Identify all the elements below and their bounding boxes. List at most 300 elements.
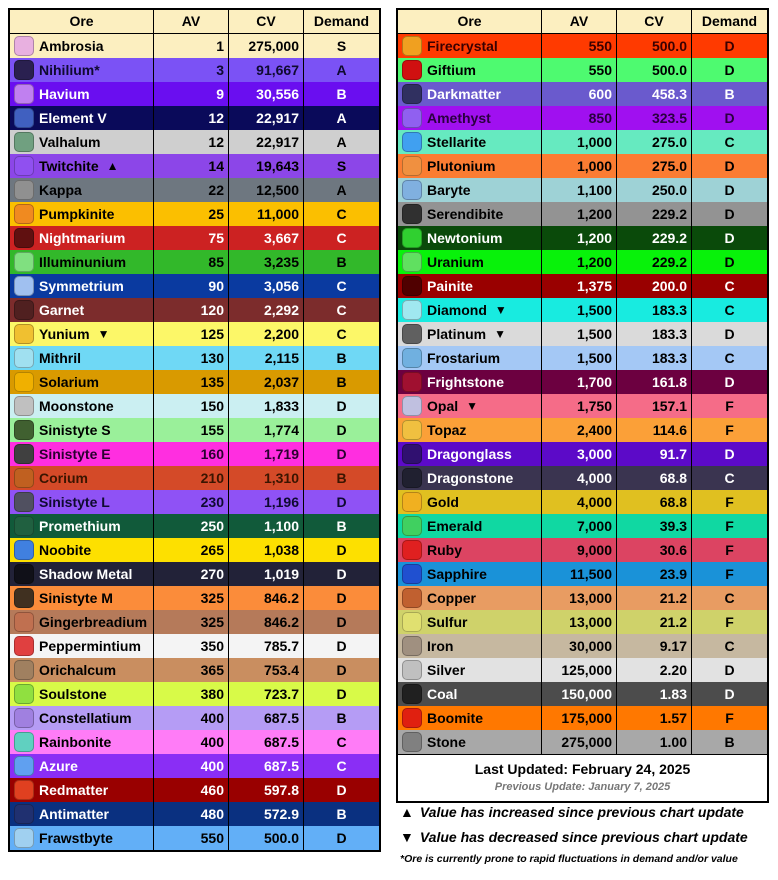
ore-icon [402, 732, 422, 752]
table-row [398, 202, 767, 226]
ore-cell [10, 634, 154, 658]
ore-cell [398, 202, 542, 226]
ore-icon [14, 276, 34, 296]
ore-name: Sinistyte M [39, 590, 113, 606]
ore-icon [14, 228, 34, 248]
av-cell: 2,400 [542, 418, 617, 442]
av-cell: 270 [154, 562, 229, 586]
av-cell: 1,375 [542, 274, 617, 298]
ore-cell [398, 490, 542, 514]
table-row [10, 418, 379, 442]
ore-icon [14, 396, 34, 416]
av-cell: 1,000 [542, 154, 617, 178]
ore-cell [10, 562, 154, 586]
ore-cell [10, 418, 154, 442]
ore-name: Amethyst [427, 110, 491, 126]
ore-icon [14, 252, 34, 272]
cv-cell: 91,667 [229, 58, 304, 82]
ore-cell [10, 178, 154, 202]
ore-icon [402, 108, 422, 128]
legend-decrease [400, 829, 748, 845]
demand-cell: D [724, 110, 735, 126]
demand-cell: D [724, 254, 735, 270]
ore-cell [10, 106, 154, 130]
ore-name: Sinistyte S [39, 422, 111, 438]
cv-cell: 200.0 [617, 274, 692, 298]
ore-icon [402, 612, 422, 632]
ore-name: Coal [427, 686, 458, 702]
demand-cell: C [336, 230, 347, 246]
table-row [10, 490, 379, 514]
av-cell: 7,000 [542, 514, 617, 538]
table-row [398, 538, 767, 562]
trend-arrow-icon: ▼ [494, 327, 507, 341]
table-row [398, 394, 767, 418]
ore-icon [14, 780, 34, 800]
ore-cell [10, 442, 154, 466]
ore-icon [402, 636, 422, 656]
table-row [10, 754, 379, 778]
ore-cell [398, 610, 542, 634]
ore-icon [14, 540, 34, 560]
ore-name: Gold [427, 494, 459, 510]
av-cell: 12 [154, 106, 229, 130]
demand-cell: C [724, 590, 735, 606]
ore-cell [10, 130, 154, 154]
demand-cell: D [724, 230, 735, 246]
ore-icon [14, 420, 34, 440]
table-row [10, 442, 379, 466]
cv-cell: 275.0 [617, 154, 692, 178]
table-row [398, 82, 767, 106]
table-row [398, 178, 767, 202]
av-cell: 125 [154, 322, 229, 346]
header-cv: CV [229, 10, 304, 33]
av-cell: 400 [154, 730, 229, 754]
demand-cell: D [336, 398, 347, 414]
ore-cell [398, 730, 542, 754]
av-cell: 460 [154, 778, 229, 802]
ore-icon [402, 228, 422, 248]
av-cell: 4,000 [542, 466, 617, 490]
demand-cell: D [336, 590, 347, 606]
ore-icon [402, 156, 422, 176]
av-cell: 22 [154, 178, 229, 202]
ore-name: Stone [427, 734, 466, 750]
ore-value-table-left [8, 8, 381, 852]
ore-cell [10, 250, 154, 274]
table-row [10, 394, 379, 418]
ore-cell [398, 682, 542, 706]
av-cell: 9,000 [542, 538, 617, 562]
ore-icon [402, 348, 422, 368]
table-row [398, 106, 767, 130]
ore-name: Frostarium [427, 350, 501, 366]
ore-name: Element V [39, 110, 107, 126]
ore-cell [398, 394, 542, 418]
ore-name: Dragonglass [427, 446, 512, 462]
ore-icon [402, 540, 422, 560]
ore-icon [14, 564, 34, 584]
cv-cell: 183.3 [617, 346, 692, 370]
demand-cell: D [724, 662, 735, 678]
ore-cell [10, 226, 154, 250]
ore-icon [402, 396, 422, 416]
av-cell: 13,000 [542, 610, 617, 634]
table-row [398, 706, 767, 730]
demand-cell: D [336, 662, 347, 678]
table-row [10, 370, 379, 394]
demand-cell: D [724, 326, 735, 342]
av-cell: 550 [542, 58, 617, 82]
demand-cell: D [336, 638, 347, 654]
av-cell: 350 [154, 634, 229, 658]
ore-cell [10, 346, 154, 370]
ore-cell [398, 466, 542, 490]
ore-name: Symmetrium [39, 278, 124, 294]
cv-cell: 500.0 [229, 826, 304, 850]
ore-icon [14, 516, 34, 536]
table-row [398, 442, 767, 466]
table-row [10, 586, 379, 610]
ore-name: Sulfur [427, 614, 468, 630]
demand-cell: B [336, 374, 347, 390]
cv-cell: 687.5 [229, 706, 304, 730]
av-cell: 1,200 [542, 202, 617, 226]
av-cell: 480 [154, 802, 229, 826]
table-row [398, 130, 767, 154]
table-row [398, 586, 767, 610]
ore-name: Redmatter [39, 782, 109, 798]
demand-cell: A [336, 134, 347, 150]
cv-cell: 458.3 [617, 82, 692, 106]
ore-icon [402, 684, 422, 704]
table-row [10, 562, 379, 586]
ore-cell [398, 514, 542, 538]
ore-icon [402, 252, 422, 272]
demand-cell: F [725, 494, 734, 510]
cv-cell: 157.1 [617, 394, 692, 418]
av-cell: 325 [154, 610, 229, 634]
cv-cell: 687.5 [229, 730, 304, 754]
av-cell: 600 [542, 82, 617, 106]
cv-cell: 11,000 [229, 202, 304, 226]
ore-name: Frawstbyte [39, 830, 113, 846]
demand-cell: D [724, 374, 735, 390]
cv-cell: 1,833 [229, 394, 304, 418]
last-updated: Last Updated: February 24, 2025 [474, 761, 691, 777]
table-row [10, 610, 379, 634]
ore-icon [14, 708, 34, 728]
ore-icon [14, 468, 34, 488]
av-cell: 1,500 [542, 346, 617, 370]
ore-cell [10, 34, 154, 58]
ore-icon [402, 36, 422, 56]
table-row [398, 322, 767, 346]
av-cell: 400 [154, 706, 229, 730]
av-cell: 1,500 [542, 322, 617, 346]
ore-name: Soulstone [39, 686, 107, 702]
cv-cell: 183.3 [617, 322, 692, 346]
ore-icon [14, 108, 34, 128]
av-cell: 3,000 [542, 442, 617, 466]
ore-value-table-right [396, 8, 769, 803]
av-cell: 12 [154, 130, 229, 154]
ore-icon [14, 84, 34, 104]
down-arrow-icon: ▼ [400, 829, 414, 845]
table-row [398, 634, 767, 658]
table-row [398, 226, 767, 250]
av-cell: 130 [154, 346, 229, 370]
table-row [398, 154, 767, 178]
cv-cell: 91.7 [617, 442, 692, 466]
cv-cell: 68.8 [617, 466, 692, 490]
table-row [398, 34, 767, 58]
ore-cell [398, 274, 542, 298]
ore-icon [402, 204, 422, 224]
header-ore: Ore [10, 10, 154, 33]
header-demand: Demand [313, 13, 370, 29]
ore-cell [10, 514, 154, 538]
ore-icon [402, 708, 422, 728]
ore-cell [398, 658, 542, 682]
av-cell: 380 [154, 682, 229, 706]
ore-cell [10, 586, 154, 610]
ore-icon [14, 156, 34, 176]
cv-cell: 3,235 [229, 250, 304, 274]
trend-arrow-icon: ▼ [97, 327, 110, 341]
ore-icon [14, 324, 34, 344]
ore-cell [398, 538, 542, 562]
demand-cell: F [725, 614, 734, 630]
fluctuation-note: *Ore is currently prone to rapid fluctuations in demand and/or value [400, 853, 738, 865]
ore-name: Topaz [427, 422, 467, 438]
av-cell: 120 [154, 298, 229, 322]
ore-icon [402, 300, 422, 320]
table-row [10, 322, 379, 346]
av-cell: 125,000 [542, 658, 617, 682]
ore-icon [14, 300, 34, 320]
cv-cell: 846.2 [229, 586, 304, 610]
demand-cell: B [336, 518, 347, 534]
demand-cell: B [336, 350, 347, 366]
update-info [398, 754, 767, 801]
av-cell: 75 [154, 226, 229, 250]
ore-icon [402, 660, 422, 680]
demand-cell: D [336, 830, 347, 846]
cv-cell: 687.5 [229, 754, 304, 778]
ore-cell [10, 658, 154, 682]
ore-icon [14, 804, 34, 824]
av-cell: 85 [154, 250, 229, 274]
demand-cell: B [336, 86, 347, 102]
ore-icon [402, 276, 422, 296]
demand-cell: C [724, 278, 735, 294]
trend-arrow-icon: ▼ [466, 399, 479, 413]
ore-cell [10, 826, 154, 850]
demand-cell: S [336, 158, 347, 174]
av-cell: 400 [154, 754, 229, 778]
cv-cell: 1,019 [229, 562, 304, 586]
ore-name: Copper [427, 590, 476, 606]
ore-cell [398, 586, 542, 610]
demand-cell: C [336, 302, 347, 318]
table-row [398, 490, 767, 514]
ore-name: Emerald [427, 518, 483, 534]
ore-cell [10, 538, 154, 562]
table-row [10, 682, 379, 706]
av-cell: 4,000 [542, 490, 617, 514]
table-row [10, 130, 379, 154]
ore-name: Ambrosia [39, 38, 104, 54]
demand-cell: B [336, 710, 347, 726]
cv-cell: 1,196 [229, 490, 304, 514]
cv-cell: 723.7 [229, 682, 304, 706]
demand-cell: B [336, 254, 347, 270]
cv-cell: 39.3 [617, 514, 692, 538]
table-row [10, 346, 379, 370]
table-row [10, 58, 379, 82]
cv-cell: 323.5 [617, 106, 692, 130]
table-body [10, 34, 379, 850]
demand-cell: F [725, 542, 734, 558]
cv-cell: 3,667 [229, 226, 304, 250]
ore-name: Twitchite [39, 158, 99, 174]
table-row [398, 514, 767, 538]
table-body [398, 34, 767, 754]
ore-name: Pumpkinite [39, 206, 115, 222]
ore-name: Firecrystal [427, 38, 498, 54]
ore-name: Yunium [39, 326, 90, 342]
ore-icon [14, 612, 34, 632]
ore-cell [398, 322, 542, 346]
table-row [10, 826, 379, 850]
demand-cell: F [725, 710, 734, 726]
table-row [10, 298, 379, 322]
ore-icon [402, 444, 422, 464]
cv-cell: 1.83 [617, 682, 692, 706]
cv-cell: 500.0 [617, 58, 692, 82]
ore-name: Promethium [39, 518, 121, 534]
table-row [398, 346, 767, 370]
av-cell: 550 [542, 34, 617, 58]
ore-name: Peppermintium [39, 638, 141, 654]
av-cell: 155 [154, 418, 229, 442]
cv-cell: 1,038 [229, 538, 304, 562]
ore-cell [10, 274, 154, 298]
ore-name: Kappa [39, 182, 82, 198]
table-row [398, 370, 767, 394]
ore-cell [398, 130, 542, 154]
ore-name: Uranium [427, 254, 484, 270]
header-demand: Demand [701, 13, 758, 29]
ore-name: Solarium [39, 374, 99, 390]
ore-icon [14, 444, 34, 464]
legend-increase-text: Value has increased since previous chart update [419, 804, 744, 820]
ore-name: Rainbonite [39, 734, 112, 750]
ore-name: Frightstone [427, 374, 504, 390]
cv-cell: 22,917 [229, 130, 304, 154]
ore-name: Dragonstone [427, 470, 514, 486]
table-row [10, 226, 379, 250]
ore-name: Corium [39, 470, 88, 486]
cv-cell: 1.00 [617, 730, 692, 754]
legend-increase [400, 804, 744, 820]
ore-cell [398, 34, 542, 58]
demand-cell: D [724, 686, 735, 702]
ore-icon [402, 420, 422, 440]
header-ore: Ore [398, 10, 542, 33]
table-row [398, 682, 767, 706]
cv-cell: 229.2 [617, 226, 692, 250]
ore-cell [10, 466, 154, 490]
demand-cell: B [336, 806, 347, 822]
header-av: AV [542, 10, 617, 33]
cv-cell: 785.7 [229, 634, 304, 658]
ore-name: Moonstone [39, 398, 114, 414]
ore-name: Baryte [427, 182, 471, 198]
table-row [10, 706, 379, 730]
ore-cell [10, 322, 154, 346]
table-row [398, 418, 767, 442]
table-row [398, 562, 767, 586]
av-cell: 1 [154, 34, 229, 58]
ore-icon [14, 180, 34, 200]
demand-cell: C [336, 758, 347, 774]
cv-cell: 2,037 [229, 370, 304, 394]
demand-cell: D [336, 566, 347, 582]
cv-cell: 1,310 [229, 466, 304, 490]
demand-cell: C [724, 134, 735, 150]
table-row [10, 178, 379, 202]
demand-cell: A [336, 110, 347, 126]
av-cell: 150 [154, 394, 229, 418]
av-cell: 1,100 [542, 178, 617, 202]
table-row [10, 778, 379, 802]
ore-icon [14, 204, 34, 224]
av-cell: 550 [154, 826, 229, 850]
ore-cell [10, 298, 154, 322]
up-arrow-icon: ▲ [400, 804, 414, 820]
ore-name: Boomite [427, 710, 483, 726]
header-av: AV [154, 10, 229, 33]
ore-icon [402, 60, 422, 80]
ore-cell [10, 394, 154, 418]
ore-name: Azure [39, 758, 78, 774]
ore-cell [10, 58, 154, 82]
ore-cell [10, 370, 154, 394]
ore-cell [10, 778, 154, 802]
table-row [10, 730, 379, 754]
ore-cell [398, 298, 542, 322]
ore-cell [398, 442, 542, 466]
table-row [10, 538, 379, 562]
ore-cell [398, 634, 542, 658]
ore-icon [14, 372, 34, 392]
demand-cell: F [725, 518, 734, 534]
table-row [10, 274, 379, 298]
cv-cell: 21.2 [617, 586, 692, 610]
demand-cell: B [724, 86, 735, 102]
table-row [398, 274, 767, 298]
ore-icon [14, 36, 34, 56]
ore-name: Serendibite [427, 206, 504, 222]
demand-cell: D [724, 182, 735, 198]
demand-cell: D [724, 62, 735, 78]
trend-arrow-icon: ▲ [106, 159, 119, 173]
ore-icon [14, 660, 34, 680]
ore-name: Illuminunium [39, 254, 127, 270]
